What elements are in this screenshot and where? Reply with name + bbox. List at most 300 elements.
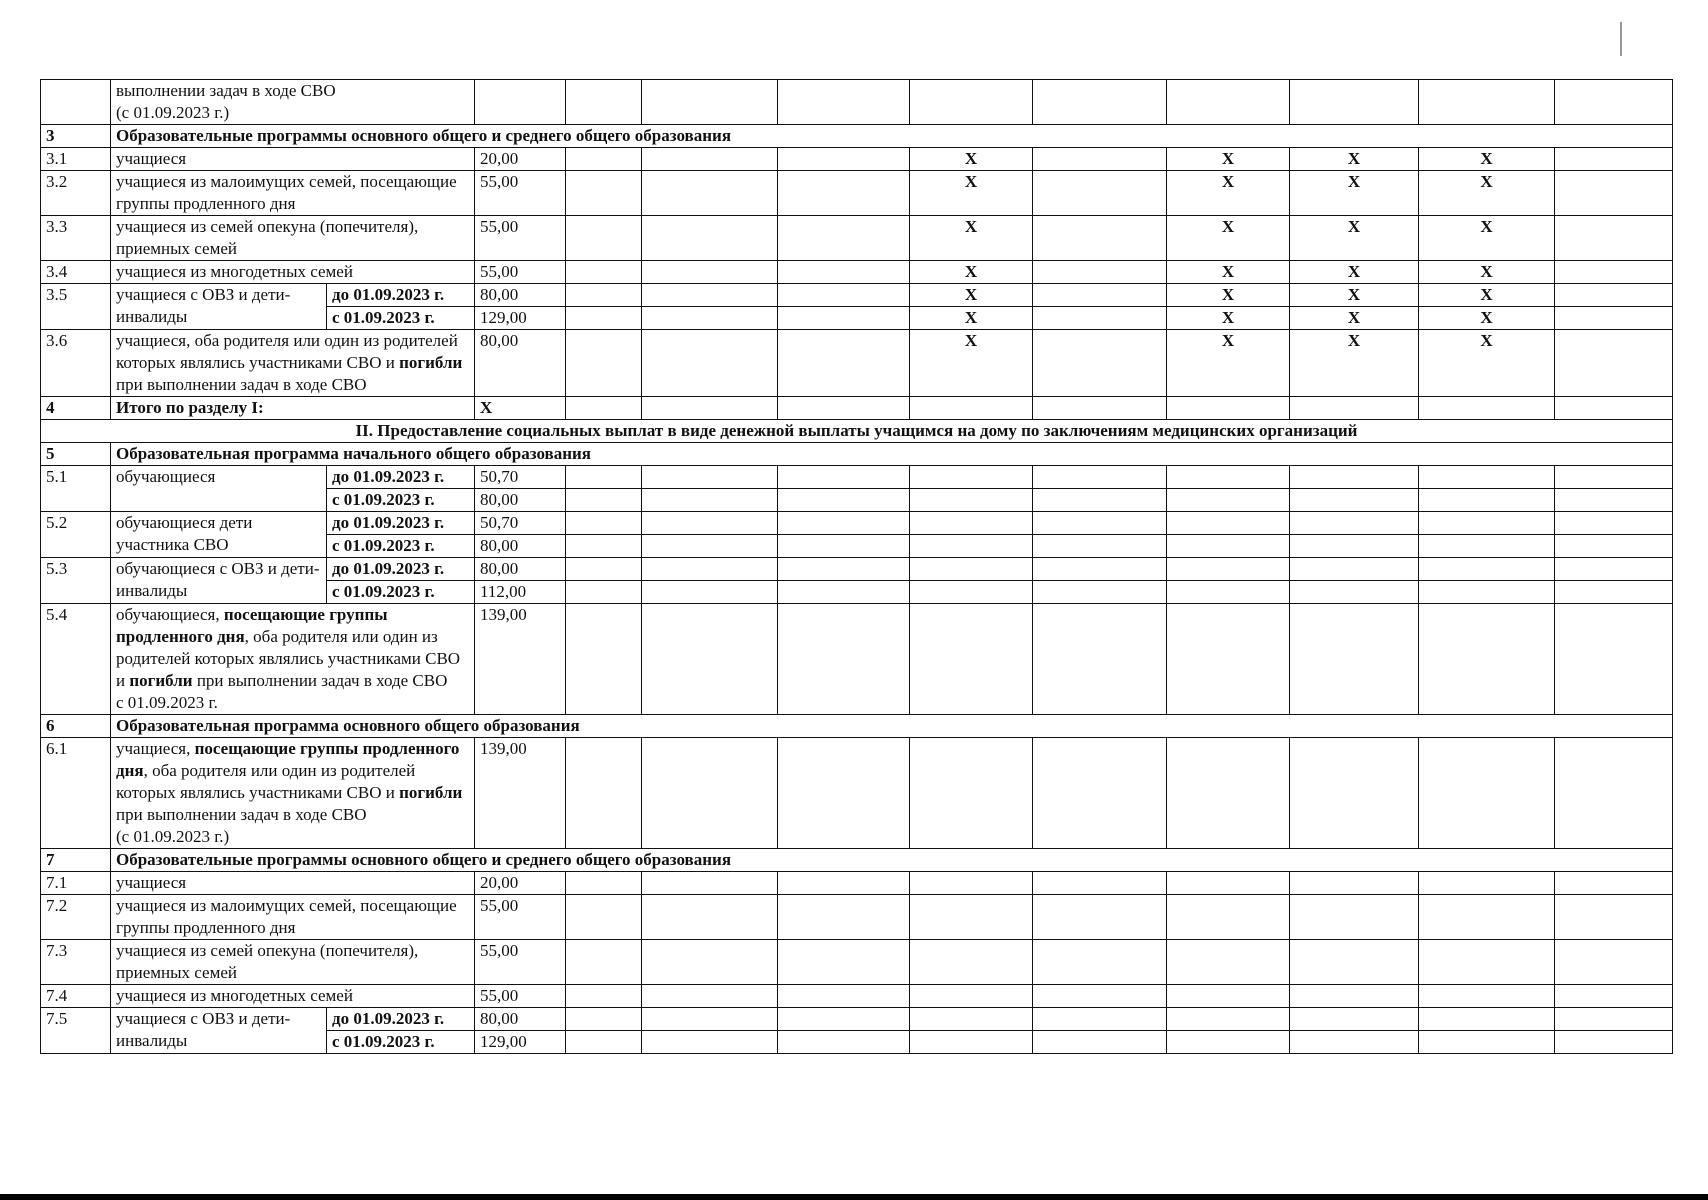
- payment-amount: 139,00: [475, 604, 566, 715]
- data-cell: [642, 216, 778, 261]
- period-before: до 01.09.2023 г.: [327, 284, 475, 307]
- row-description: [111, 148, 475, 171]
- data-cell: [1033, 397, 1167, 420]
- x-mark: X: [1290, 330, 1419, 397]
- x-mark: X: [910, 307, 1033, 330]
- row-number: 7.4: [41, 985, 111, 1008]
- description-text: учащиеся из семей опекуна (попечителя), приемных семей: [116, 941, 419, 982]
- table-row: [41, 1008, 1673, 1031]
- table-row: [41, 148, 1673, 171]
- period-after: с 01.09.2023 г.: [327, 307, 475, 330]
- row-description: обучающиеся дети участника СВО: [111, 512, 327, 558]
- payment-amount: 55,00: [475, 171, 566, 216]
- data-cell: [1290, 940, 1419, 985]
- group-header-row: [41, 715, 1673, 738]
- data-cell: [1555, 985, 1673, 1008]
- data-cell: [1290, 397, 1419, 420]
- data-cell: [1555, 1008, 1673, 1031]
- data-cell: [566, 216, 642, 261]
- data-cell: [778, 1031, 910, 1054]
- payment-amount: 20,00: [475, 872, 566, 895]
- payment-amount: 55,00: [475, 940, 566, 985]
- data-cell: [1419, 80, 1555, 125]
- data-cell: [910, 1008, 1033, 1031]
- data-cell: [910, 940, 1033, 985]
- group-header-row: [41, 125, 1673, 148]
- data-cell: [778, 558, 910, 581]
- data-cell: [1167, 581, 1290, 604]
- data-cell: [1419, 604, 1555, 715]
- data-cell: [910, 581, 1033, 604]
- x-mark: X: [910, 216, 1033, 261]
- row-number: 7.1: [41, 872, 111, 895]
- data-cell: [910, 985, 1033, 1008]
- data-cell: [778, 581, 910, 604]
- data-cell: [1290, 872, 1419, 895]
- row-description: [111, 872, 475, 895]
- section-row: [41, 420, 1673, 443]
- data-cell: [642, 148, 778, 171]
- payment-amount: 55,00: [475, 895, 566, 940]
- period-before: до 01.09.2023 г.: [327, 512, 475, 535]
- data-cell: [566, 148, 642, 171]
- x-mark: X: [1419, 171, 1555, 216]
- x-mark: X: [910, 171, 1033, 216]
- data-cell: [1555, 284, 1673, 307]
- data-cell: [1290, 738, 1419, 849]
- payment-amount: 55,00: [475, 261, 566, 284]
- table-row: [41, 738, 1673, 849]
- data-cell: [642, 330, 778, 397]
- data-cell: [566, 985, 642, 1008]
- data-cell: [1290, 466, 1419, 489]
- data-cell: [1555, 558, 1673, 581]
- data-cell: [1033, 535, 1167, 558]
- data-cell: [910, 466, 1033, 489]
- x-mark: X: [910, 284, 1033, 307]
- section-title: II. Предоставление социальных выплат в виде денежной выплаты учащимся на дому по заключениям медицинских организаций: [41, 420, 1673, 443]
- table-row: [41, 512, 1673, 535]
- payment-amount: 55,00: [475, 985, 566, 1008]
- x-mark: X: [1167, 284, 1290, 307]
- row-number: 5.3: [41, 558, 111, 604]
- data-cell: [1033, 216, 1167, 261]
- data-cell: [1290, 489, 1419, 512]
- data-cell: [566, 581, 642, 604]
- plain-text: при выполнении задач в ходе СВО: [116, 805, 367, 824]
- plain-text: учащиеся,: [116, 739, 195, 758]
- row-description: [111, 261, 475, 284]
- data-cell: [1033, 489, 1167, 512]
- data-cell: [1290, 581, 1419, 604]
- data-cell: [1167, 535, 1290, 558]
- data-cell: [566, 261, 642, 284]
- data-cell: [1167, 397, 1290, 420]
- period-after: с 01.09.2023 г.: [327, 1031, 475, 1054]
- x-mark: X: [910, 330, 1033, 397]
- data-cell: [642, 466, 778, 489]
- period-after: с 01.09.2023 г.: [327, 535, 475, 558]
- row-description: [111, 985, 475, 1008]
- data-cell: [1167, 80, 1290, 125]
- data-cell: [1033, 330, 1167, 397]
- data-cell: [642, 581, 778, 604]
- table-row: [41, 284, 1673, 307]
- row-description: [111, 940, 475, 985]
- row-number: 4: [41, 397, 111, 420]
- row-number: 7.2: [41, 895, 111, 940]
- data-cell: [566, 738, 642, 849]
- data-cell: [1033, 872, 1167, 895]
- data-cell: [642, 261, 778, 284]
- data-cell: [1167, 466, 1290, 489]
- data-cell: [910, 558, 1033, 581]
- table-row: [41, 216, 1673, 261]
- data-cell: [566, 940, 642, 985]
- data-cell: [910, 397, 1033, 420]
- row-number: 3.1: [41, 148, 111, 171]
- data-cell: [1555, 872, 1673, 895]
- data-cell: [1033, 261, 1167, 284]
- period-before: до 01.09.2023 г.: [327, 558, 475, 581]
- data-cell: [566, 1008, 642, 1031]
- data-cell: [1033, 512, 1167, 535]
- data-cell: [642, 738, 778, 849]
- period-after: с 01.09.2023 г.: [327, 581, 475, 604]
- data-cell: [1555, 261, 1673, 284]
- row-number: [41, 80, 111, 125]
- row-description: [111, 171, 475, 216]
- row-number: 6: [41, 715, 111, 738]
- group-header-row: [41, 849, 1673, 872]
- data-cell: [642, 1008, 778, 1031]
- x-mark: X: [1290, 171, 1419, 216]
- data-cell: [778, 1008, 910, 1031]
- emphasis-text: посещающие группы продленного дня: [116, 739, 460, 780]
- data-cell: [778, 466, 910, 489]
- data-cell: [910, 1031, 1033, 1054]
- data-cell: [1033, 171, 1167, 216]
- payment-amount: 80,00: [475, 1008, 566, 1031]
- data-cell: [1555, 307, 1673, 330]
- data-cell: [1555, 1031, 1673, 1054]
- data-cell: [1555, 535, 1673, 558]
- x-mark: X: [1290, 261, 1419, 284]
- table-row: [41, 466, 1673, 489]
- data-cell: [778, 148, 910, 171]
- description-text: [116, 605, 460, 690]
- payment-amount: 80,00: [475, 535, 566, 558]
- data-cell: [642, 895, 778, 940]
- data-cell: [1419, 489, 1555, 512]
- payment-amount: 55,00: [475, 216, 566, 261]
- x-mark: X: [1167, 261, 1290, 284]
- x-mark: X: [1419, 148, 1555, 171]
- x-mark: X: [1290, 148, 1419, 171]
- payments-table: [40, 79, 1673, 1054]
- description-text: [116, 331, 462, 394]
- row-number: 6.1: [41, 738, 111, 849]
- row-number: 3.2: [41, 171, 111, 216]
- x-mark: X: [1419, 284, 1555, 307]
- table-row: [41, 558, 1673, 581]
- data-cell: [1419, 1008, 1555, 1031]
- description-date: с 01.09.2023 г.: [116, 693, 218, 712]
- data-cell: [1167, 985, 1290, 1008]
- data-cell: [778, 895, 910, 940]
- row-description: обучающиеся с ОВЗ и дети-инвалиды: [111, 558, 327, 604]
- data-cell: [1419, 895, 1555, 940]
- plain-text: , оба родителя или один из родителей которых являлись участниками СВО и: [116, 627, 461, 690]
- data-cell: [566, 397, 642, 420]
- payment-amount: 112,00: [475, 581, 566, 604]
- row-number: 7.5: [41, 1008, 111, 1054]
- data-cell: [778, 171, 910, 216]
- x-mark: X: [1290, 216, 1419, 261]
- table-row: [41, 895, 1673, 940]
- x-mark: X: [1419, 216, 1555, 261]
- data-cell: [1033, 738, 1167, 849]
- data-cell: [1555, 330, 1673, 397]
- data-cell: [1290, 512, 1419, 535]
- row-number: 3.5: [41, 284, 111, 330]
- data-cell: [1033, 1008, 1167, 1031]
- total-value: X: [475, 397, 566, 420]
- data-cell: [1167, 940, 1290, 985]
- data-cell: [1419, 397, 1555, 420]
- data-cell: [1290, 604, 1419, 715]
- data-cell: [566, 535, 642, 558]
- data-cell: [1290, 1031, 1419, 1054]
- data-cell: [1167, 1031, 1290, 1054]
- row-description: [111, 738, 475, 849]
- data-cell: [1033, 307, 1167, 330]
- data-cell: [1555, 466, 1673, 489]
- data-cell: [1033, 148, 1167, 171]
- data-cell: [1419, 581, 1555, 604]
- data-cell: [566, 558, 642, 581]
- x-mark: X: [1167, 330, 1290, 397]
- row-number: 5: [41, 443, 111, 466]
- data-cell: [566, 489, 642, 512]
- data-cell: [778, 512, 910, 535]
- data-cell: [1419, 512, 1555, 535]
- data-cell: [642, 80, 778, 125]
- plain-text: обучающиеся,: [116, 605, 224, 624]
- row-number: 7: [41, 849, 111, 872]
- table-row: [41, 940, 1673, 985]
- data-cell: [642, 1031, 778, 1054]
- data-cell: [1033, 466, 1167, 489]
- description-text: учащиеся из многодетных семей: [116, 262, 353, 281]
- data-cell: [642, 397, 778, 420]
- data-cell: [566, 604, 642, 715]
- data-cell: [642, 604, 778, 715]
- row-number: 5.1: [41, 466, 111, 512]
- plain-text: учащиеся, оба родителя или один из родителей которых являлись участниками СВО и: [116, 331, 458, 372]
- table-row: [41, 604, 1673, 715]
- x-mark: X: [1419, 307, 1555, 330]
- description-date: (с 01.09.2023 г.): [116, 103, 230, 122]
- total-label: Итого по разделу I:: [111, 397, 475, 420]
- data-cell: [1290, 895, 1419, 940]
- data-cell: [1555, 171, 1673, 216]
- row-number: 3: [41, 125, 111, 148]
- x-mark: X: [1419, 261, 1555, 284]
- emphasis-text: погибли: [399, 353, 463, 372]
- x-mark: X: [1419, 330, 1555, 397]
- data-cell: [566, 307, 642, 330]
- data-cell: [566, 872, 642, 895]
- group-title: Образовательные программы основного общего и среднего общего образования: [111, 849, 1673, 872]
- row-description: обучающиеся: [111, 466, 327, 512]
- group-header-row: [41, 443, 1673, 466]
- data-cell: [1167, 512, 1290, 535]
- data-cell: [566, 171, 642, 216]
- emphasis-text: посещающие группы продленного дня: [116, 605, 388, 646]
- data-cell: [566, 1031, 642, 1054]
- row-description: учащиеся с ОВЗ и дети-инвалиды: [111, 1008, 327, 1054]
- description-text: учащиеся из многодетных семей: [116, 986, 353, 1005]
- description-text: выполнении задач в ходе СВО: [116, 81, 336, 100]
- data-cell: [910, 489, 1033, 512]
- data-cell: [1167, 558, 1290, 581]
- data-cell: [1167, 738, 1290, 849]
- data-cell: [778, 80, 910, 125]
- table-row: [41, 985, 1673, 1008]
- data-cell: [1419, 940, 1555, 985]
- data-cell: [1419, 1031, 1555, 1054]
- data-cell: [1555, 604, 1673, 715]
- row-number: 5.2: [41, 512, 111, 558]
- description-text: учащиеся из малоимущих семей, посещающие группы продленного дня: [116, 896, 457, 937]
- data-cell: [910, 604, 1033, 715]
- data-cell: [642, 489, 778, 512]
- data-cell: [1419, 985, 1555, 1008]
- data-cell: [778, 940, 910, 985]
- data-cell: [1290, 1008, 1419, 1031]
- row-number: 3.3: [41, 216, 111, 261]
- total-row: [41, 397, 1673, 420]
- period-before: до 01.09.2023 г.: [327, 466, 475, 489]
- period-after: с 01.09.2023 г.: [327, 489, 475, 512]
- payment-amount: 139,00: [475, 738, 566, 849]
- payment-amount: 129,00: [475, 1031, 566, 1054]
- continued-row: [41, 80, 1673, 125]
- data-cell: [566, 284, 642, 307]
- table-row: [41, 330, 1673, 397]
- data-cell: [566, 895, 642, 940]
- period-before: до 01.09.2023 г.: [327, 1008, 475, 1031]
- description-text: учащиеся: [116, 149, 187, 168]
- description-text: учащиеся из семей опекуна (попечителя), приемных семей: [116, 217, 419, 258]
- data-cell: [1290, 80, 1419, 125]
- plain-text: , оба родителя или один из родителей которых являлись участниками СВО и: [116, 761, 416, 802]
- data-cell: [566, 512, 642, 535]
- data-cell: [778, 489, 910, 512]
- table-row: [41, 872, 1673, 895]
- x-mark: X: [1167, 171, 1290, 216]
- table-row: [41, 171, 1673, 216]
- data-cell: [642, 872, 778, 895]
- data-cell: [1033, 1031, 1167, 1054]
- group-title: Образовательная программа основного общего образования: [111, 715, 1673, 738]
- data-cell: [778, 284, 910, 307]
- data-cell: [1419, 466, 1555, 489]
- data-cell: [566, 466, 642, 489]
- payment-amount: 80,00: [475, 284, 566, 307]
- data-cell: [642, 985, 778, 1008]
- data-cell: [1167, 1008, 1290, 1031]
- data-cell: [910, 535, 1033, 558]
- row-number: 7.3: [41, 940, 111, 985]
- description-text: [116, 739, 462, 824]
- data-cell: [1555, 512, 1673, 535]
- data-cell: [642, 558, 778, 581]
- data-cell: [1167, 872, 1290, 895]
- data-cell: [1033, 558, 1167, 581]
- payment-amount: 129,00: [475, 307, 566, 330]
- bottom-border: [0, 1194, 1708, 1200]
- description-text: учащиеся из малоимущих семей, посещающие группы продленного дня: [116, 172, 457, 213]
- payment-amount: 20,00: [475, 148, 566, 171]
- x-mark: X: [1290, 307, 1419, 330]
- data-cell: [778, 330, 910, 397]
- data-cell: [1290, 985, 1419, 1008]
- payment-amount: 50,70: [475, 466, 566, 489]
- data-cell: [910, 895, 1033, 940]
- payment-amount: 80,00: [475, 558, 566, 581]
- group-title: Образовательные программы основного общего и среднего общего образования: [111, 125, 1673, 148]
- data-cell: [1555, 489, 1673, 512]
- row-number: 3.4: [41, 261, 111, 284]
- data-cell: [642, 171, 778, 216]
- data-cell: [1555, 80, 1673, 125]
- payment-amount: 80,00: [475, 489, 566, 512]
- data-cell: [910, 738, 1033, 849]
- data-cell: [1033, 940, 1167, 985]
- x-mark: X: [1167, 148, 1290, 171]
- x-mark: X: [1290, 284, 1419, 307]
- data-cell: [566, 330, 642, 397]
- description-text: учащиеся: [116, 873, 187, 892]
- data-cell: [778, 307, 910, 330]
- data-cell: [1555, 940, 1673, 985]
- table-row: [41, 261, 1673, 284]
- data-cell: [1555, 216, 1673, 261]
- group-title: Образовательная программа начального общего образования: [111, 443, 1673, 466]
- data-cell: [1033, 284, 1167, 307]
- row-number: 3.6: [41, 330, 111, 397]
- data-cell: [778, 738, 910, 849]
- payment-amount: 80,00: [475, 330, 566, 397]
- data-cell: [778, 872, 910, 895]
- data-cell: [1419, 535, 1555, 558]
- data-cell: [1555, 895, 1673, 940]
- row-description: [111, 330, 475, 397]
- data-cell: [642, 512, 778, 535]
- data-cell: [1555, 397, 1673, 420]
- data-cell: [1167, 604, 1290, 715]
- data-cell: [642, 307, 778, 330]
- data-cell: [1555, 581, 1673, 604]
- data-cell: [778, 216, 910, 261]
- data-cell: [1419, 558, 1555, 581]
- row-description: [111, 604, 475, 715]
- data-cell: [642, 940, 778, 985]
- data-cell: [1033, 581, 1167, 604]
- payment-amount: 50,70: [475, 512, 566, 535]
